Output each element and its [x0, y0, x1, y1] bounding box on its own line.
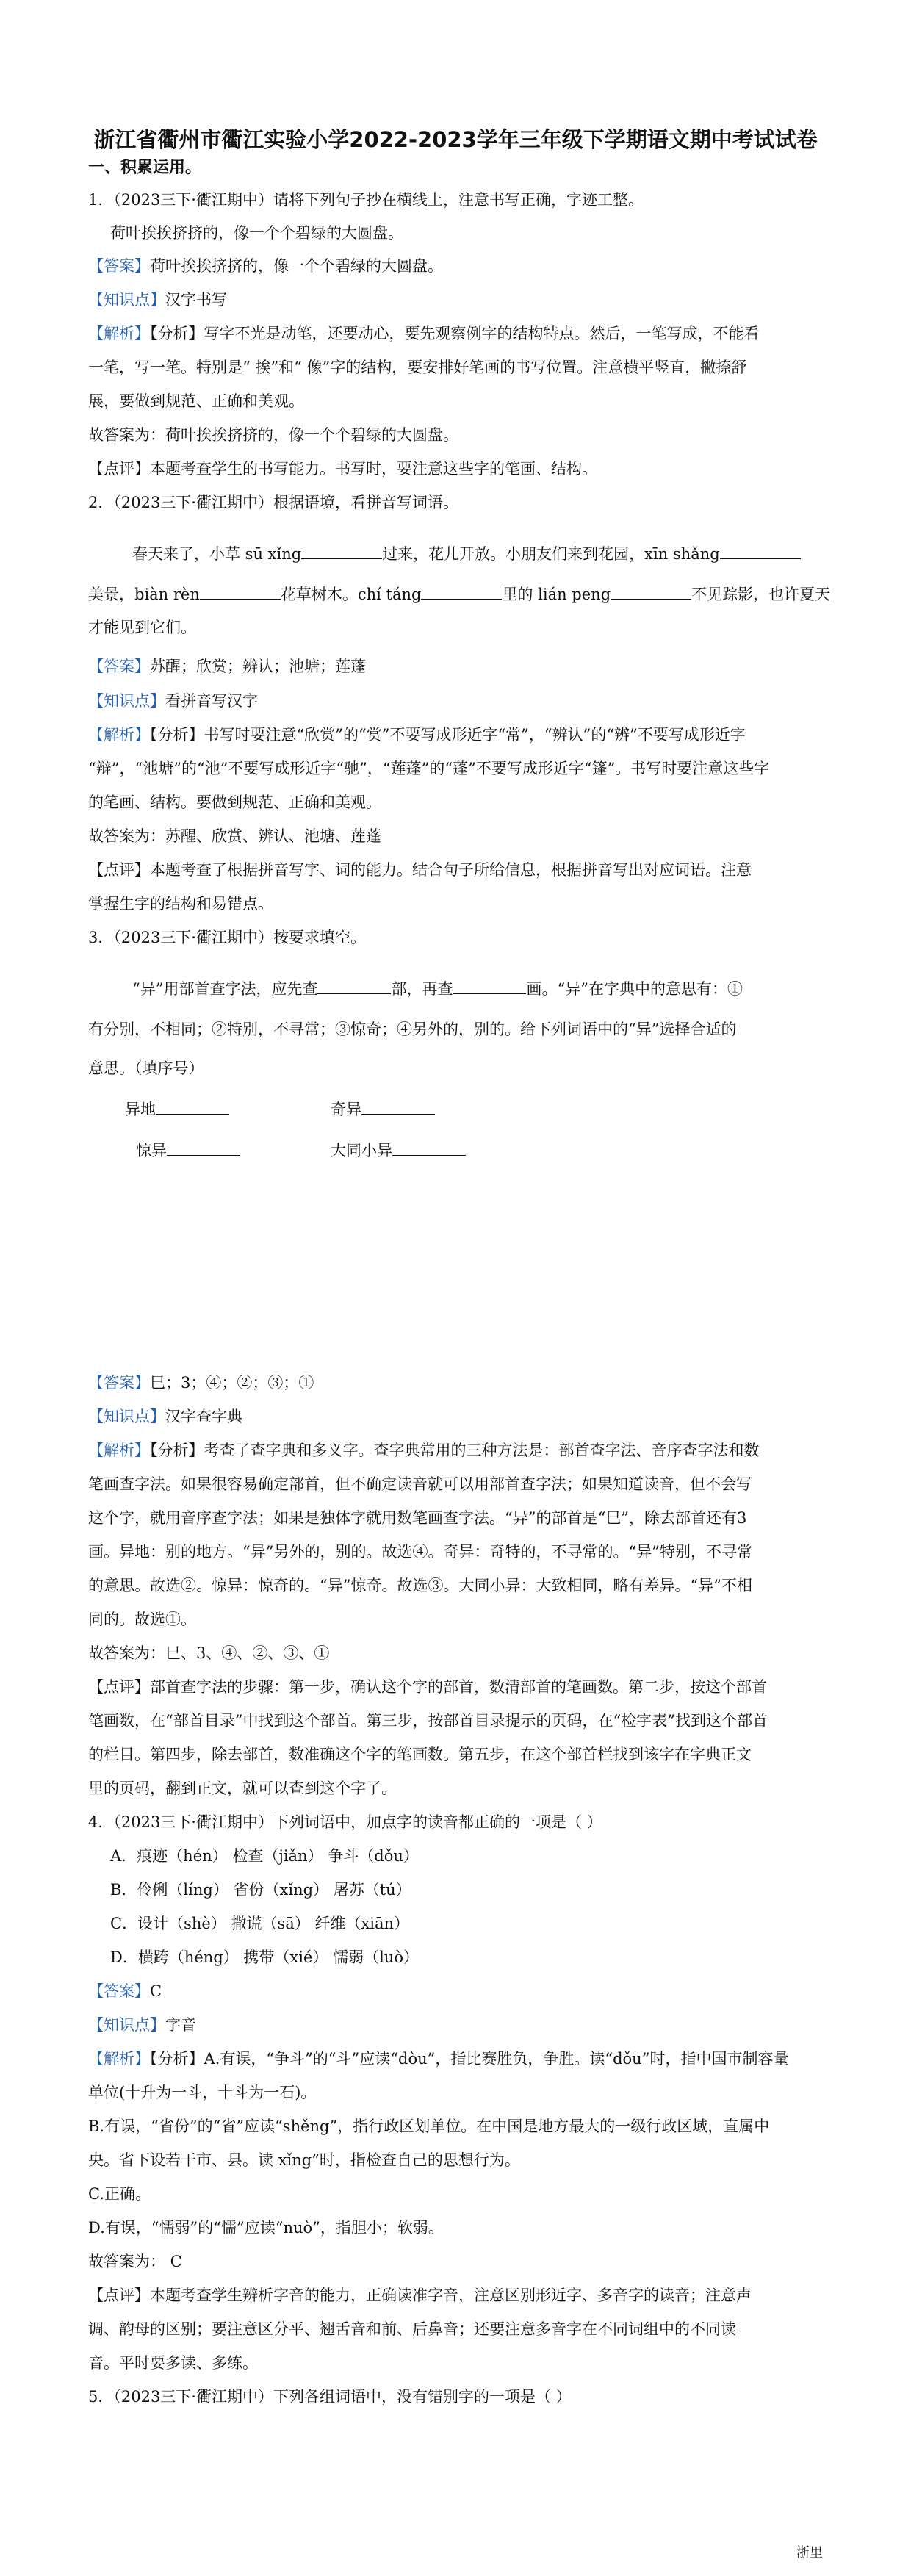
- q4-final: 故答案为： C: [88, 2253, 182, 2270]
- answer-tag: 【答案】: [88, 1374, 150, 1392]
- text: 美景，biàn rèn: [88, 586, 200, 603]
- knowledge-tag: 【知识点】: [88, 692, 165, 710]
- q2-para-1: [132, 544, 874, 564]
- q3-analysis-5: 的意思。故选②。惊异：惊奇的。“异”惊奇。故选③。大同小异：大致相同，略有差异。“异”不相: [88, 1577, 752, 1594]
- q3-analysis-4: 画。异地：别的地方。“异”另外的，别的。故选④。奇异：奇特的，不寻常的。“异”特别，不寻常: [88, 1543, 752, 1561]
- answer-tag: 【答案】: [88, 1982, 150, 2000]
- q2-stem: 2．（2023三下·衢江期中）根据语境，看拼音写词语。: [88, 494, 458, 511]
- q4-review-2: 调、韵母的区别；要注意区分平、翘舌音和前、后鼻音；还要注意多音字在不同词组中的不同读: [88, 2320, 736, 2338]
- q2-knowledge: [88, 691, 830, 711]
- q4-option-d: D．横跨（héng） 携带（xié） 懦弱（luò）: [110, 1949, 419, 1966]
- blank: [392, 1140, 466, 1156]
- q2-answer: [88, 656, 830, 677]
- blank: [453, 979, 526, 994]
- q3-analysis-6: 同的。故选①。: [88, 1611, 196, 1628]
- q4-stem: 4．（2023三下·衢江期中）下列词语中，加点字的读音都正确的一项是（ ）: [88, 1813, 602, 1831]
- q4-analysis-3: B.有误，“省份”的“省”应读“shěng”，指行政区划单位。在中国是地方最大的一级行政区域，直属中: [88, 2118, 770, 2135]
- q2-review-2: 掌握生字的结构和易错点。: [88, 895, 273, 913]
- text: 惊异: [136, 1142, 167, 1159]
- q4-answer: [88, 1981, 830, 2001]
- analysis-text: 【分析】考查了查字典和多义字。查字典常用的三种方法是：部首查字法、音序查字法和数: [150, 1442, 760, 1459]
- q4-review-1: 【点评】本题考查学生辨析字音的能力，正确读准字音，注意区别形近字、多音字的读音；注意声: [88, 2287, 752, 2304]
- answer-text: C: [150, 1982, 162, 2000]
- q4-analysis-5: C.正确。: [88, 2185, 151, 2203]
- q3-analysis-3: 这个字，就用音序查字法；如果是独体字就用数笔画查字法。“异”的部首是“巳”，除去部首还有3: [88, 1509, 747, 1527]
- blank: [200, 584, 281, 600]
- q3-word-2: [331, 1099, 435, 1120]
- q4-analysis-6: D.有误，“懦弱”的“懦”应读“nuò”，指胆小；软弱。: [88, 2219, 444, 2237]
- knowledge-text: 字音: [165, 2016, 196, 2034]
- q4-option-b: B．伶俐（líng） 省份（xǐng） 屠苏（tú）: [110, 1881, 411, 1899]
- q2-analysis-1: [88, 724, 830, 745]
- analysis-text: 【分析】写字不光是动笔，还要动心，要先观察例字的结构特点。然后，一笔写成，不能看: [150, 325, 760, 342]
- q3-review-3: 的栏目。第四步，除去部首，数准确这个字的笔画数。第五步，在这个部首栏找到该字在字典正文: [88, 1746, 752, 1763]
- q3-word-3: [136, 1140, 240, 1161]
- answer-text: 荷叶挨挨挤挤的，像一个个碧绿的大圆盘。: [150, 257, 443, 275]
- q4-option-c: C．设计（shè） 撒谎（sā） 纤维（xiān）: [110, 1915, 410, 1932]
- blank: [301, 544, 382, 559]
- blank: [167, 1140, 240, 1156]
- text: “异”用部首查字法，应先查: [132, 980, 318, 998]
- analysis-tag: 【解析】: [88, 1442, 150, 1459]
- answer-tag: 【答案】: [88, 658, 150, 675]
- analysis-text: 【分析】书写时要注意“欣赏”的“赏”不要写成形近字“常”，“辨认”的“辨”不要写成形近字: [150, 726, 746, 744]
- blank: [156, 1099, 229, 1115]
- knowledge-tag: 【知识点】: [88, 1408, 165, 1425]
- q3-para-3: 意思。（填序号）: [88, 1059, 204, 1077]
- text: 部，再查: [391, 980, 453, 998]
- knowledge-text: 汉字查字典: [165, 1408, 242, 1425]
- q3-knowledge: [88, 1406, 830, 1427]
- q1-final: 故答案为：荷叶挨挨挤挤的，像一个个碧绿的大圆盘。: [88, 426, 458, 444]
- text: 不见踪影，也许夏天: [691, 586, 831, 603]
- text: 过来，花儿开放。小朋友们来到花园，xīn shǎng: [382, 545, 720, 563]
- q3-para-2: 有分别，不相同；②特别，不寻常；③惊奇；④另外的，别的。给下列词语中的“异”选择合适的: [88, 1021, 737, 1038]
- q2-para-2: [88, 584, 830, 605]
- q4-analysis-2: 单位(十升为一斗，十斗为一石)。: [88, 2084, 317, 2101]
- q2-review-1: 【点评】本题考查了根据拼音写字、词的能力。结合句子所给信息，根据拼音写出对应词语。注意: [88, 861, 752, 879]
- q3-analysis-1: [88, 1440, 830, 1461]
- q4-option-a: A．痕迹（hén） 检查（jiǎn） 争斗（dǒu）: [110, 1847, 419, 1865]
- analysis-tag: 【解析】: [88, 726, 150, 744]
- q4-analysis-1: [88, 2048, 830, 2069]
- q2-analysis-2: “辩”，“池塘”的“池”不要写成形近字“驰”，“莲蓬”的“蓬”不要写成形近字“篷”。书写时要注意这些字: [88, 760, 770, 777]
- knowledge-text: 汉字书写: [165, 291, 227, 309]
- analysis-tag: 【解析】: [88, 2050, 150, 2068]
- q1-analysis-1: [88, 323, 830, 344]
- section-heading: 一、积累运用。: [88, 159, 202, 177]
- q3-word-1: [125, 1099, 229, 1120]
- knowledge-text: 看拼音写汉字: [165, 692, 258, 710]
- text: 异地: [125, 1101, 156, 1118]
- q3-review-1: 【点评】部首查字法的步骤：第一步，确认这个字的部首，数清部首的笔画数。第二步，按这个部首: [88, 1678, 767, 1696]
- q1-analysis-2: 一笔，写一笔。特别是“ 挨”和“ 像”字的结构，要安排好笔画的书写位置。注意横平竖直，撇捺舒: [88, 359, 747, 376]
- q1-knowledge: [88, 289, 830, 310]
- page-footer: 浙里: [796, 2545, 823, 2561]
- blank: [317, 979, 391, 994]
- blank: [361, 1099, 435, 1115]
- text: 花草树木。chí táng: [280, 586, 422, 603]
- q4-knowledge: [88, 2015, 830, 2035]
- q4-review-3: 音。平时要多读、多练。: [88, 2354, 258, 2372]
- q3-final: 故答案为：巳、3、④、②、③、①: [88, 1644, 330, 1662]
- q1-analysis-3: 展，要做到规范、正确和美观。: [88, 392, 304, 410]
- q4-analysis-4: 央。省下设若干市、县。读 xǐng”时，指检查自己的思想行为。: [88, 2151, 520, 2169]
- q3-answer: [88, 1372, 830, 1393]
- q2-analysis-3: 的笔画、结构。要做到规范、正确和美观。: [88, 794, 381, 811]
- text: 奇异: [331, 1101, 361, 1118]
- q1-answer: [88, 256, 830, 276]
- q3-review-2: 笔画数，在“部首目录”中找到这个部首。第三步，按部首目录提示的页码，在“检字表”找到这个部首: [88, 1712, 768, 1730]
- answer-tag: 【答案】: [88, 257, 150, 275]
- blank: [611, 584, 691, 600]
- q5-stem: 5．（2023三下·衢江期中）下列各组词语中，没有错别字的一项是（ ）: [88, 2388, 572, 2406]
- q2-para-3: 才能见到它们。: [88, 619, 196, 636]
- q1-review: 【点评】本题考查学生的书写能力。书写时，要注意这些字的笔画、结构。: [88, 460, 597, 478]
- answer-text: 巳；3；④；②；③；①: [150, 1374, 314, 1392]
- knowledge-tag: 【知识点】: [88, 2016, 165, 2034]
- analysis-tag: 【解析】: [88, 325, 150, 342]
- text: 春天来了，小草 sū xǐng: [132, 545, 302, 563]
- q3-stem: 3．（2023三下·衢江期中）按要求填空。: [88, 929, 366, 946]
- blank: [720, 544, 801, 559]
- q1-sentence: 荷叶挨挨挤挤的，像一个个碧绿的大圆盘。: [110, 224, 403, 242]
- blank: [421, 584, 502, 600]
- analysis-text: 【分析】A.有误，“争斗”的“斗”应读“dòu”，指比赛胜负，争胜。读“dǒu”时，指中国市制容量: [150, 2050, 789, 2068]
- text: 画。“异”在字典中的意思有：①: [526, 980, 743, 998]
- q2-final: 故答案为：苏醒、欣赏、辨认、池塘、莲蓬: [88, 827, 381, 845]
- q1-stem: 1．（2023三下·衢江期中）请将下列句子抄在横线上，注意书写正确，字迹工整。: [88, 191, 644, 209]
- knowledge-tag: 【知识点】: [88, 291, 165, 309]
- text: 里的 lián peng: [502, 586, 611, 603]
- q3-para-1: [132, 979, 874, 999]
- q3-word-4: [331, 1140, 466, 1161]
- q3-analysis-2: 笔画查字法。如果很容易确定部首，但不确定读音就可以用部首查字法；如果知道读音，但不会写: [88, 1475, 752, 1493]
- page-title: 浙江省衢州市衢江实验小学2022-2023学年三年级下学期语文期中考试试卷: [93, 127, 818, 152]
- q3-review-4: 里的页码，翻到正文，就可以查到这个字了。: [88, 1780, 397, 1797]
- answer-text: 苏醒；欣赏；辨认；池塘；莲蓬: [150, 658, 366, 675]
- text: 大同小异: [331, 1142, 392, 1159]
